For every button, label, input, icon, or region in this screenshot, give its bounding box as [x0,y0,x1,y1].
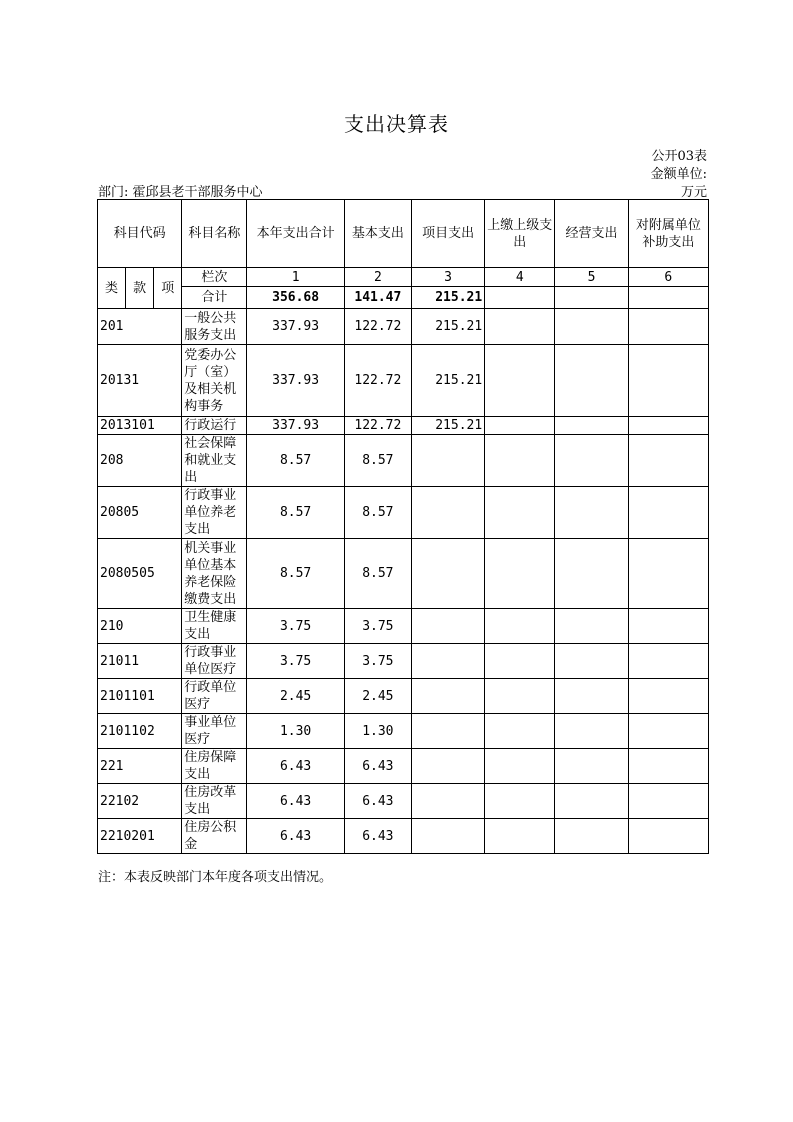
total-project: 215.21 [411,287,484,309]
row-name: 卫生健康支出 [182,609,247,644]
expenditure-table [97,199,709,854]
row-business [555,679,628,714]
row-basic: 122.72 [344,309,411,345]
row-total: 6.43 [247,784,344,819]
total-label: 合计 [182,287,247,309]
table-row [98,435,709,487]
row-code: 21011 [98,644,182,679]
column-number-4: 4 [485,268,555,287]
row-basic: 8.57 [344,539,411,609]
row-upper [485,487,555,539]
header-subsidy: 对附属单位补助支出 [628,200,708,268]
table-row [98,345,709,417]
header-xiang: 项 [154,268,182,309]
row-subsidy [628,784,708,819]
header-lanci: 栏次 [182,268,247,287]
row-business [555,417,628,435]
column-number-6: 6 [628,268,708,287]
row-total: 8.57 [247,487,344,539]
row-code: 22102 [98,784,182,819]
total-business [555,287,628,309]
column-number-row [98,268,709,287]
row-name: 社会保障和就业支出 [182,435,247,487]
row-project [411,714,484,749]
row-subsidy [628,417,708,435]
row-project [411,539,484,609]
row-subsidy [628,749,708,784]
page-title: 支出决算表 [344,112,449,136]
row-basic: 6.43 [344,749,411,784]
row-upper [485,609,555,644]
row-subsidy [628,679,708,714]
row-code: 20805 [98,487,182,539]
row-upper [485,309,555,345]
row-total: 2.45 [247,679,344,714]
row-name: 党委办公厅（室）及相关机构事务 [182,345,247,417]
row-subsidy [628,487,708,539]
row-code: 2101102 [98,714,182,749]
row-basic: 3.75 [344,609,411,644]
header-upper: 上缴上级支出 [485,200,555,268]
table-row [98,539,709,609]
table-row [98,609,709,644]
row-project [411,435,484,487]
row-basic: 2.45 [344,679,411,714]
row-name: 住房保障支出 [182,749,247,784]
row-business [555,309,628,345]
row-total: 337.93 [247,417,344,435]
header-basic: 基本支出 [344,200,411,268]
form-number: 公开03表 [651,149,707,164]
row-code: 221 [98,749,182,784]
row-subsidy [628,539,708,609]
row-subsidy [628,345,708,417]
row-code: 2080505 [98,539,182,609]
row-total: 6.43 [247,819,344,854]
total-basic: 141.47 [344,287,411,309]
amount-unit-label: 金额单位: [650,167,707,182]
row-upper [485,345,555,417]
row-total: 8.57 [247,435,344,487]
table-row [98,714,709,749]
row-subsidy [628,644,708,679]
header-row [98,200,709,268]
row-basic: 8.57 [344,435,411,487]
row-name: 行政事业单位养老支出 [182,487,247,539]
row-name: 行政单位医疗 [182,679,247,714]
row-project: 215.21 [411,417,484,435]
table-row [98,487,709,539]
row-name: 一般公共服务支出 [182,309,247,345]
row-upper [485,819,555,854]
row-project [411,784,484,819]
row-code: 20131 [98,345,182,417]
row-name: 事业单位医疗 [182,714,247,749]
row-total: 1.30 [247,714,344,749]
row-name: 住房改革支出 [182,784,247,819]
row-business [555,539,628,609]
row-basic: 1.30 [344,714,411,749]
row-name: 行政事业单位医疗 [182,644,247,679]
row-name: 住房公积金 [182,819,247,854]
table-row [98,644,709,679]
row-subsidy [628,309,708,345]
row-business [555,819,628,854]
table-row [98,679,709,714]
row-total: 337.93 [247,309,344,345]
footnote: 注：本表反映部门本年度各项支出情况。 [98,870,333,885]
row-name: 行政运行 [182,417,247,435]
row-basic: 3.75 [344,644,411,679]
row-business [555,609,628,644]
row-upper [485,435,555,487]
row-code: 2013101 [98,417,182,435]
column-number-2: 2 [344,268,411,287]
row-project [411,487,484,539]
row-code: 2210201 [98,819,182,854]
row-subsidy [628,435,708,487]
row-business [555,644,628,679]
row-upper [485,749,555,784]
row-business [555,784,628,819]
row-subsidy [628,819,708,854]
column-number-1: 1 [247,268,344,287]
row-upper [485,714,555,749]
row-project [411,749,484,784]
total-upper [485,287,555,309]
header-code: 科目代码 [98,200,182,268]
row-total: 3.75 [247,644,344,679]
row-basic: 122.72 [344,345,411,417]
row-subsidy [628,609,708,644]
row-project: 215.21 [411,345,484,417]
row-business [555,435,628,487]
table-row [98,309,709,345]
row-basic: 6.43 [344,784,411,819]
column-number-3: 3 [411,268,484,287]
row-code: 201 [98,309,182,345]
table-row [98,417,709,435]
row-project: 215.21 [411,309,484,345]
column-number-5: 5 [555,268,628,287]
row-upper [485,784,555,819]
row-total: 8.57 [247,539,344,609]
header-lei: 类 [98,268,126,309]
row-business [555,345,628,417]
row-code: 2101101 [98,679,182,714]
row-project [411,819,484,854]
table-row [98,819,709,854]
row-upper [485,644,555,679]
total-subsidy [628,287,708,309]
row-project [411,679,484,714]
header-kuan: 款 [126,268,154,309]
row-project [411,609,484,644]
row-code: 208 [98,435,182,487]
row-upper [485,679,555,714]
header-total: 本年支出合计 [247,200,344,268]
row-basic: 122.72 [344,417,411,435]
table-row [98,784,709,819]
row-project [411,644,484,679]
table-row [98,749,709,784]
row-total: 6.43 [247,749,344,784]
row-upper [485,417,555,435]
header-project: 项目支出 [411,200,484,268]
header-business: 经营支出 [555,200,628,268]
row-business [555,749,628,784]
row-basic: 8.57 [344,487,411,539]
row-upper [485,539,555,609]
row-total: 337.93 [247,345,344,417]
header-name: 科目名称 [182,200,247,268]
row-business [555,714,628,749]
row-business [555,487,628,539]
row-code: 210 [98,609,182,644]
total-amount: 356.68 [247,287,344,309]
total-row [98,287,709,309]
row-name: 机关事业单位基本养老保险缴费支出 [182,539,247,609]
department-label: 部门: 霍邱县老干部服务中心 [98,185,263,200]
row-basic: 6.43 [344,819,411,854]
amount-unit-value: 万元 [680,185,707,200]
row-total: 3.75 [247,609,344,644]
row-subsidy [628,714,708,749]
